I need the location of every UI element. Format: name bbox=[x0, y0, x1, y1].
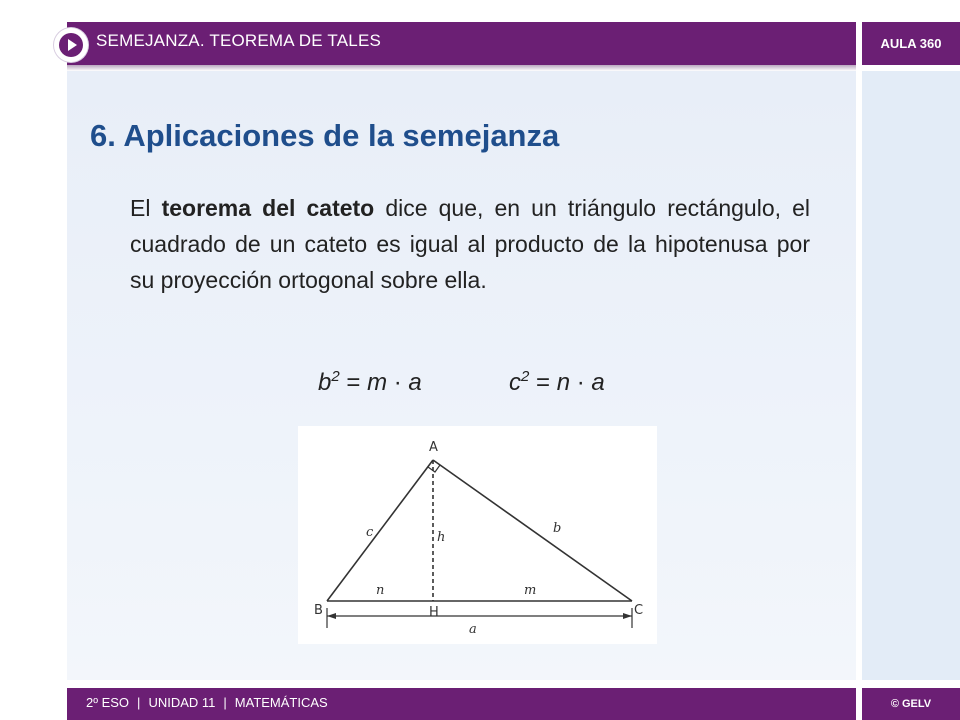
label-vertex-c: C bbox=[634, 603, 644, 618]
formula-c-a: a bbox=[591, 369, 605, 396]
formula-c-n: n bbox=[556, 369, 571, 396]
play-icon bbox=[59, 33, 83, 57]
label-height-h: h bbox=[437, 530, 446, 545]
label-vertex-a: A bbox=[429, 440, 438, 455]
paragraph-end: dice que, en un triángulo rectángulo, el cuadrado de un cateto es igual al producto de la hipotenusa por su proyección ortogonal sobre ella. bbox=[130, 195, 811, 293]
label-side-b: b bbox=[553, 521, 562, 536]
formula-b-m: m bbox=[367, 369, 388, 396]
theorem-name: teorema del cateto bbox=[161, 195, 375, 221]
label-segment-m: m bbox=[524, 583, 537, 598]
play-button[interactable] bbox=[54, 28, 88, 62]
label-hypotenuse-a: a bbox=[469, 622, 477, 637]
side-b bbox=[433, 460, 632, 601]
triangle-figure bbox=[298, 426, 657, 644]
theorem-paragraph bbox=[130, 190, 810, 298]
label-side-c: c bbox=[366, 525, 374, 540]
formula-c-base: c bbox=[509, 369, 521, 396]
aula-badge: AULA 360 bbox=[862, 22, 960, 65]
label-vertex-b: B bbox=[314, 603, 323, 618]
footer-breadcrumb bbox=[86, 695, 328, 710]
right-angle-mark bbox=[428, 465, 440, 472]
formula-b-exponent: 2 bbox=[331, 368, 340, 385]
footer-course: 2º ESO bbox=[86, 695, 130, 710]
page-title: 6. Aplicaciones de la semejanza bbox=[90, 118, 560, 153]
footer-unit: UNIDAD 11 bbox=[148, 695, 216, 710]
formula-c-exponent: 2 bbox=[521, 368, 530, 385]
formula-b-a: a bbox=[408, 369, 422, 396]
formula-b bbox=[318, 368, 422, 397]
footer-subject: MATEMÁTICAS bbox=[234, 695, 328, 710]
formula-b-dot: · bbox=[387, 369, 409, 396]
formula-b-equals: = bbox=[339, 369, 368, 396]
copyright-badge: © GELV bbox=[862, 688, 960, 720]
arrow-right-icon bbox=[623, 613, 632, 619]
triangle-diagram bbox=[298, 426, 657, 644]
paragraph-start: El bbox=[130, 195, 162, 221]
formula-c bbox=[509, 368, 605, 397]
side-panel bbox=[862, 71, 960, 680]
formula-b-base: b bbox=[318, 369, 332, 396]
label-segment-n: n bbox=[376, 583, 385, 598]
formula-c-dot: · bbox=[570, 369, 592, 396]
footer-separator: | bbox=[137, 695, 141, 710]
header-title: SEMEJANZA. TEOREMA DE TALES bbox=[96, 31, 382, 50]
footer-separator: | bbox=[223, 695, 227, 710]
arrow-left-icon bbox=[327, 613, 336, 619]
label-foot-h: H bbox=[429, 605, 439, 620]
side-c bbox=[327, 460, 433, 601]
formula-c-equals: = bbox=[529, 369, 557, 396]
